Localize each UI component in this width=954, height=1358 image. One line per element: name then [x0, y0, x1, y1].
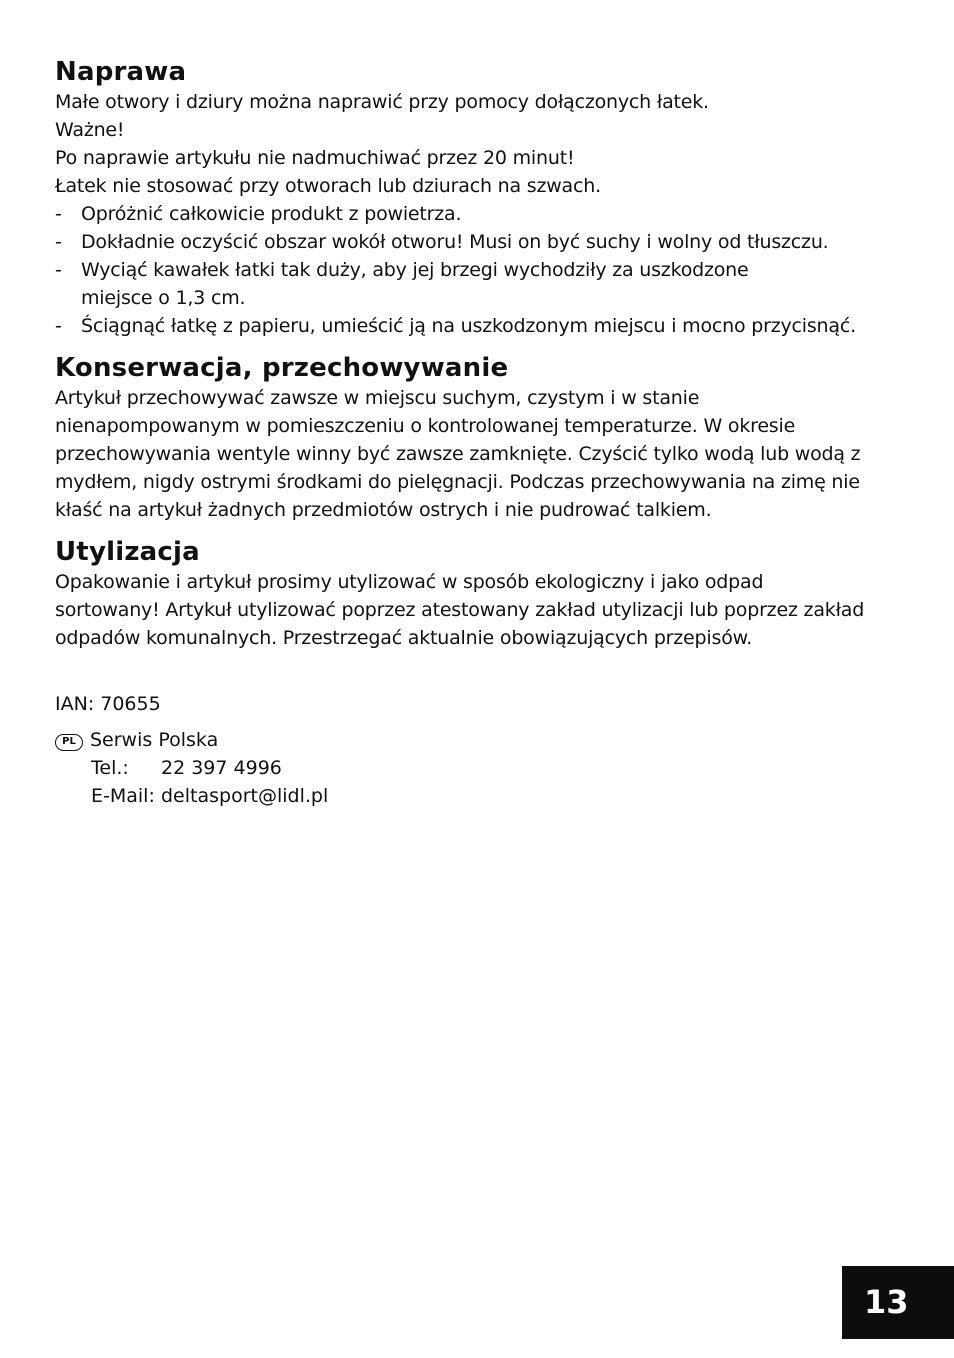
heading-naprawa: Naprawa	[55, 57, 187, 87]
tel-value: 22 397 4996	[161, 757, 282, 779]
dash-bullet: -	[55, 315, 62, 337]
heading-konserwacja: Konserwacja, przechowywanie	[55, 353, 509, 383]
service-tel-row	[55, 754, 875, 782]
email-value: deltasport@lidl.pl	[161, 785, 329, 807]
section-naprawa	[55, 56, 875, 340]
tel-label: Tel.:	[91, 757, 129, 779]
naprawa-line: Po naprawie artykułu nie nadmuchiwać przez 20 minut!	[55, 147, 575, 169]
repair-steps-list	[55, 200, 875, 340]
heading-utylizacja: Utylizacja	[55, 537, 200, 567]
email-label: E-Mail:	[91, 785, 155, 807]
service-name: Serwis Polska	[90, 729, 219, 751]
list-item	[55, 312, 875, 340]
page-number: 13	[842, 1266, 954, 1339]
step-text: Opróżnić całkowicie produkt z powietrza.	[81, 203, 462, 225]
list-item	[55, 200, 875, 228]
ian-number: IAN: 70655	[55, 693, 161, 715]
country-pl-icon: PL	[55, 734, 83, 751]
document-body	[55, 56, 875, 810]
service-title-row	[55, 726, 875, 754]
dash-bullet: -	[55, 231, 62, 253]
list-item	[55, 256, 875, 312]
step-text: Ściągnąć łatkę z papieru, umieścić ją na uszkodzonym miejscu i mocno przycisnąć.	[81, 315, 856, 337]
utylizacja-text: Opakowanie i artykuł prosimy utylizować w sposób ekologiczny i jako odpad sortowany! Artykuł utylizować poprzez atestowany zakład utylizacji lub poprzez zakład odpadów komunalnych. Przestrzegać aktualnie obowiązujących przepisów.	[55, 571, 865, 649]
section-utylizacja	[55, 536, 875, 652]
list-item	[55, 228, 875, 256]
naprawa-line: Łatek nie stosować przy otworach lub dziurach na szwach.	[55, 175, 601, 197]
dash-bullet: -	[55, 259, 62, 281]
service-email-row	[55, 782, 875, 810]
step-text: Wyciąć kawałek łatki tak duży, aby jej brzegi wychodziły za uszkodzone miejsce o 1,3 cm.	[81, 259, 749, 309]
naprawa-line: Ważne!	[55, 119, 125, 141]
dash-bullet: -	[55, 203, 62, 225]
section-konserwacja	[55, 352, 875, 524]
naprawa-line: Małe otwory i dziury można naprawić przy pomocy dołączonych łatek.	[55, 91, 709, 113]
service-contact	[55, 726, 875, 810]
step-text: Dokładnie oczyścić obszar wokół otworu! Musi on być suchy i wolny od tłuszczu.	[81, 231, 829, 253]
konserwacja-text: Artykuł przechowywać zawsze w miejscu suchym, czystym i w stanie nienapompowanym w pomieszczeniu o kontrolowanej temperaturze. W okresie przechowywania wentyle winny być zawsze zamknięte. Czyścić tylko wodą lub wodą z mydłem, nigdy ostrymi środkami do pielęgnacji. Podczas przechowywania na zimę nie kłaść na artykuł żadnych przedmiotów ostrych i nie pudrować talkiem.	[55, 387, 861, 521]
